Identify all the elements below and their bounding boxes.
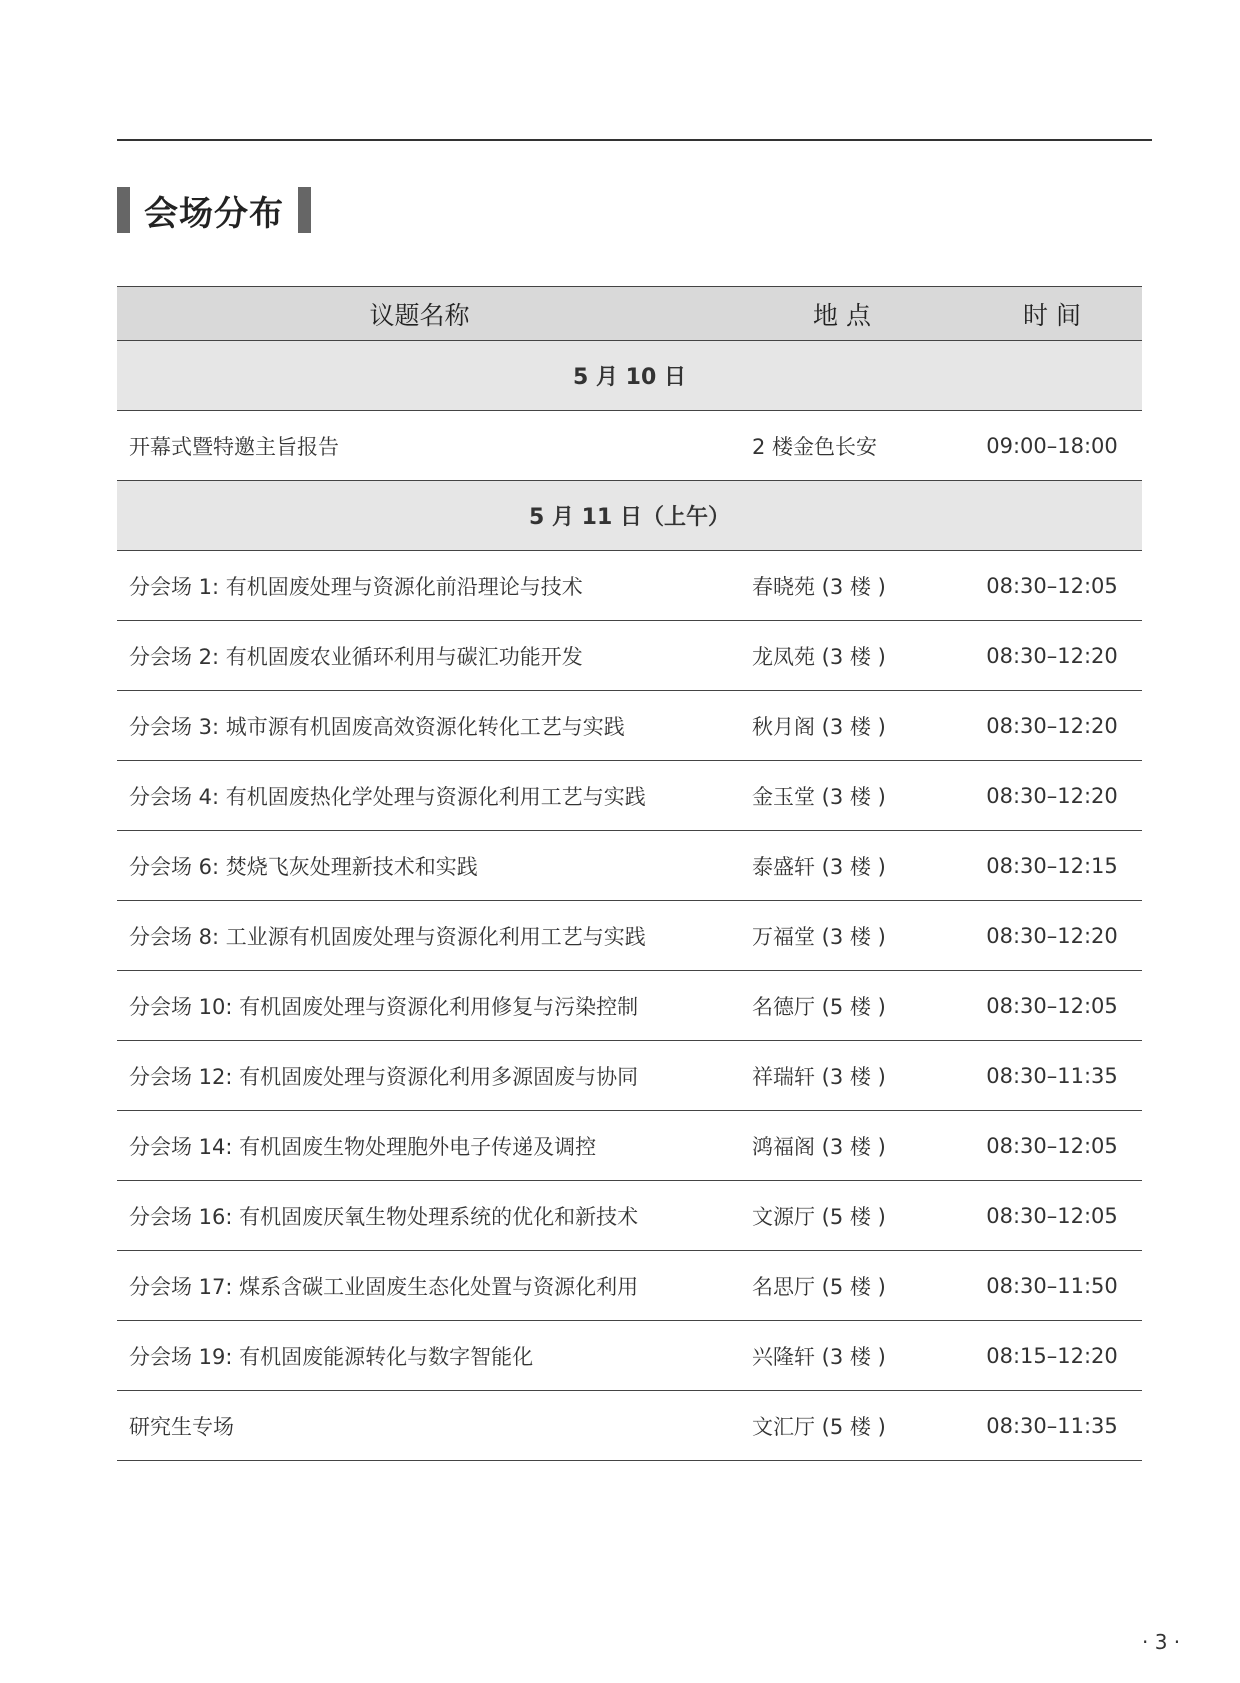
date-label: 5 月 11 日（上午） <box>117 481 1142 551</box>
session-venue: 名德厅 (5 楼 ) <box>722 971 962 1041</box>
section-heading <box>117 187 311 233</box>
session-venue: 名思厅 (5 楼 ) <box>722 1251 962 1321</box>
session-time: 08:30–12:20 <box>962 691 1142 761</box>
session-time: 08:30–12:05 <box>962 1111 1142 1181</box>
session-name: 分会场 12: 有机固废处理与资源化利用多源固废与协同 <box>117 1041 722 1111</box>
date-group-row <box>117 341 1142 411</box>
session-time: 08:30–11:35 <box>962 1391 1142 1461</box>
table-row <box>117 1111 1142 1181</box>
header-time: 时 间 <box>962 287 1142 341</box>
table-row <box>117 1321 1142 1391</box>
session-venue: 秋月阁 (3 楼 ) <box>722 691 962 761</box>
table-header-row <box>117 287 1142 341</box>
header-venue: 地 点 <box>722 287 962 341</box>
table-row <box>117 1181 1142 1251</box>
session-venue: 万福堂 (3 楼 ) <box>722 901 962 971</box>
schedule-body <box>117 341 1142 1461</box>
session-venue: 兴隆轩 (3 楼 ) <box>722 1321 962 1391</box>
table-row <box>117 691 1142 761</box>
date-group-row <box>117 481 1142 551</box>
session-name: 分会场 10: 有机固废处理与资源化利用修复与污染控制 <box>117 971 722 1041</box>
session-time: 08:30–12:20 <box>962 901 1142 971</box>
session-venue: 文汇厅 (5 楼 ) <box>722 1391 962 1461</box>
session-name: 分会场 17: 煤系含碳工业固废生态化处置与资源化利用 <box>117 1251 722 1321</box>
table-row <box>117 1041 1142 1111</box>
session-name: 分会场 14: 有机固废生物处理胞外电子传递及调控 <box>117 1111 722 1181</box>
schedule-table <box>117 286 1142 1461</box>
session-venue: 春晓苑 (3 楼 ) <box>722 551 962 621</box>
session-name: 分会场 3: 城市源有机固废高效资源化转化工艺与实践 <box>117 691 722 761</box>
session-name: 分会场 19: 有机固废能源转化与数字智能化 <box>117 1321 722 1391</box>
session-venue: 龙凤苑 (3 楼 ) <box>722 621 962 691</box>
top-rule <box>117 139 1152 141</box>
session-name: 分会场 1: 有机固废处理与资源化前沿理论与技术 <box>117 551 722 621</box>
table-row <box>117 761 1142 831</box>
session-time: 08:30–12:05 <box>962 971 1142 1041</box>
session-venue: 鸿福阁 (3 楼 ) <box>722 1111 962 1181</box>
section-title: 会场分布 <box>144 193 284 234</box>
table-row <box>117 901 1142 971</box>
session-time: 08:30–11:35 <box>962 1041 1142 1111</box>
session-time: 08:15–12:20 <box>962 1321 1142 1391</box>
heading-bar-left <box>117 187 130 233</box>
table-row <box>117 411 1142 481</box>
session-name: 分会场 16: 有机固废厌氧生物处理系统的优化和新技术 <box>117 1181 722 1251</box>
session-venue: 2 楼金色长安 <box>722 411 962 481</box>
table-row <box>117 1251 1142 1321</box>
session-name: 分会场 4: 有机固废热化学处理与资源化利用工艺与实践 <box>117 761 722 831</box>
session-venue: 祥瑞轩 (3 楼 ) <box>722 1041 962 1111</box>
table-row <box>117 831 1142 901</box>
session-time: 08:30–12:20 <box>962 761 1142 831</box>
session-time: 08:30–12:15 <box>962 831 1142 901</box>
session-name: 分会场 6: 焚烧飞灰处理新技术和实践 <box>117 831 722 901</box>
session-name: 分会场 2: 有机固废农业循环利用与碳汇功能开发 <box>117 621 722 691</box>
session-time: 08:30–12:20 <box>962 621 1142 691</box>
table-row <box>117 551 1142 621</box>
session-name: 分会场 8: 工业源有机固废处理与资源化利用工艺与实践 <box>117 901 722 971</box>
session-time: 09:00–18:00 <box>962 411 1142 481</box>
session-venue: 文源厅 (5 楼 ) <box>722 1181 962 1251</box>
session-name: 开幕式暨特邀主旨报告 <box>117 411 722 481</box>
table-row <box>117 971 1142 1041</box>
session-time: 08:30–12:05 <box>962 1181 1142 1251</box>
session-time: 08:30–11:50 <box>962 1251 1142 1321</box>
date-label: 5 月 10 日 <box>117 341 1142 411</box>
table-row <box>117 1391 1142 1461</box>
heading-bar-right <box>298 187 311 233</box>
session-venue: 金玉堂 (3 楼 ) <box>722 761 962 831</box>
session-name: 研究生专场 <box>117 1391 722 1461</box>
session-time: 08:30–12:05 <box>962 551 1142 621</box>
table-row <box>117 621 1142 691</box>
page-number: · 3 · <box>1142 1630 1181 1654</box>
session-venue: 泰盛轩 (3 楼 ) <box>722 831 962 901</box>
header-topic: 议题名称 <box>117 287 722 341</box>
